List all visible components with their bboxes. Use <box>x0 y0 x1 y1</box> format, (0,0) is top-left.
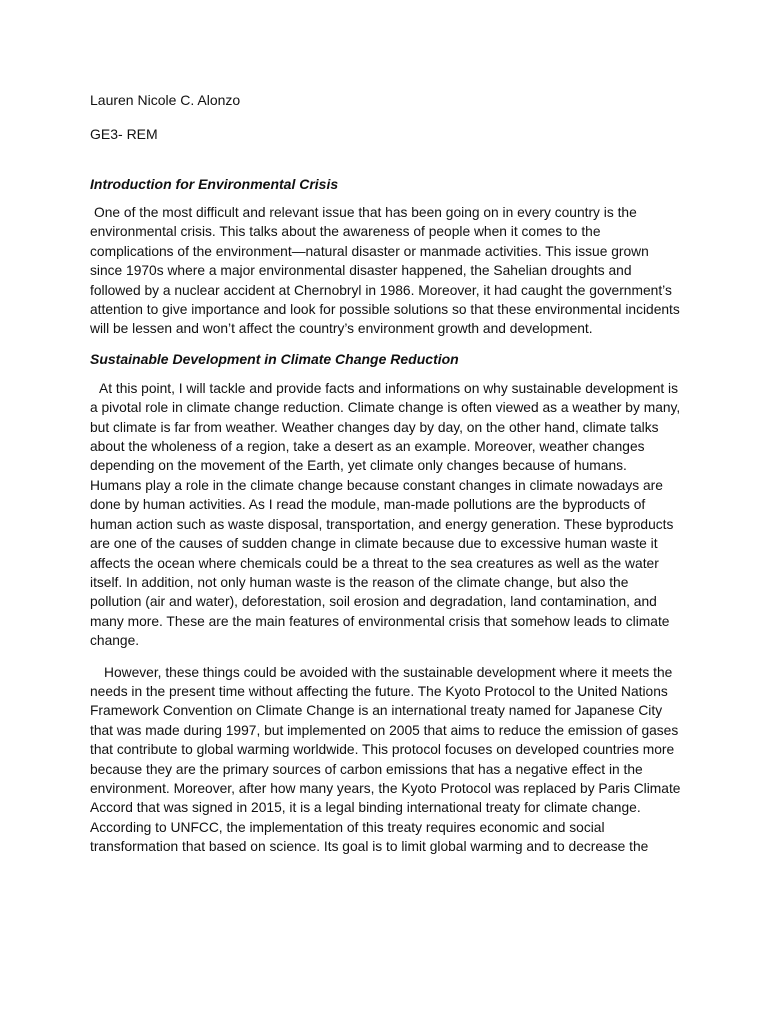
section-heading-sustainable: Sustainable Development in Climate Change Reduction <box>90 350 459 367</box>
paragraph-sustainable-2: However, these things could be avoided with the sustainable development where it meets the needs in the present time without affecting the future. The Kyoto Protocol to the United Nations Framework Convention on Climate Change is an international treaty named for Japanese City that was made during 1997, but implemented on 2005 that aims to reduce the emission of gases that contribute to global warming worldwide. This protocol focuses on developed countries more because they are the primary sources of carbon emissions that has a negative effect in the environment. Moreover, after how many years, the Kyoto Protocol was replaced by Paris Climate Accord that was signed in 2015, it is a legal binding international treaty for climate change. According to UNFCC, the implementation of this treaty requires economic and social transformation that based on science. Its goal is to limit global warming and to decrease the <box>90 664 681 855</box>
course-code: GE3- REM <box>90 126 158 142</box>
author-name: Lauren Nicole C. Alonzo <box>90 92 241 108</box>
section-heading-intro: Introduction for Environmental Crisis <box>90 176 339 192</box>
document-body <box>90 90 682 857</box>
paragraph-sustainable-1: At this point, I will tackle and provide facts and informations on why sustainable development is a pivotal role in climate change reduction. Climate change is often viewed as a weather by many, but climate is far from weather. Weather changes day by day, on the other hand, climate talks about the wholeness of a region, take a desert as an example. Moreover, weather changes depending on the movement of the Earth, yet climate only changes because of humans. Humans play a role in the climate change because constant changes in climate nowadays are done by human activities. As I read the module, man-made pollutions are the byproducts of human action such as waste disposal, transportation, and energy generation. These byproducts are one of the causes of sudden change in climate because due to excessive human waste it affects the ocean where chemicals could be a threat to the sea creatures as well as the water itself. In addition, not only human waste is the reason of the climate change, but also the pollution (air and water), deforestation, soil erosion and degradation, land contamination, and many more. These are the main features of environmental crisis that somehow leads to climate change. <box>90 380 681 649</box>
paragraph-intro: One of the most difficult and relevant issue that has been going on in every country is the environmental crisis. This talks about the awareness of people when it comes to the complications of the environment—natural disaster or manmade activities. This issue grown since 1970s where a major environmental disaster happened, the Sahelian droughts and followed by a nuclear accident at Chernobryl in 1986. Moreover, it had caught the government’s attention to give importance and look for possible solutions so that these environmental incidents will be lessen and won’t affect the country’s environment growth and development. <box>90 205 680 337</box>
